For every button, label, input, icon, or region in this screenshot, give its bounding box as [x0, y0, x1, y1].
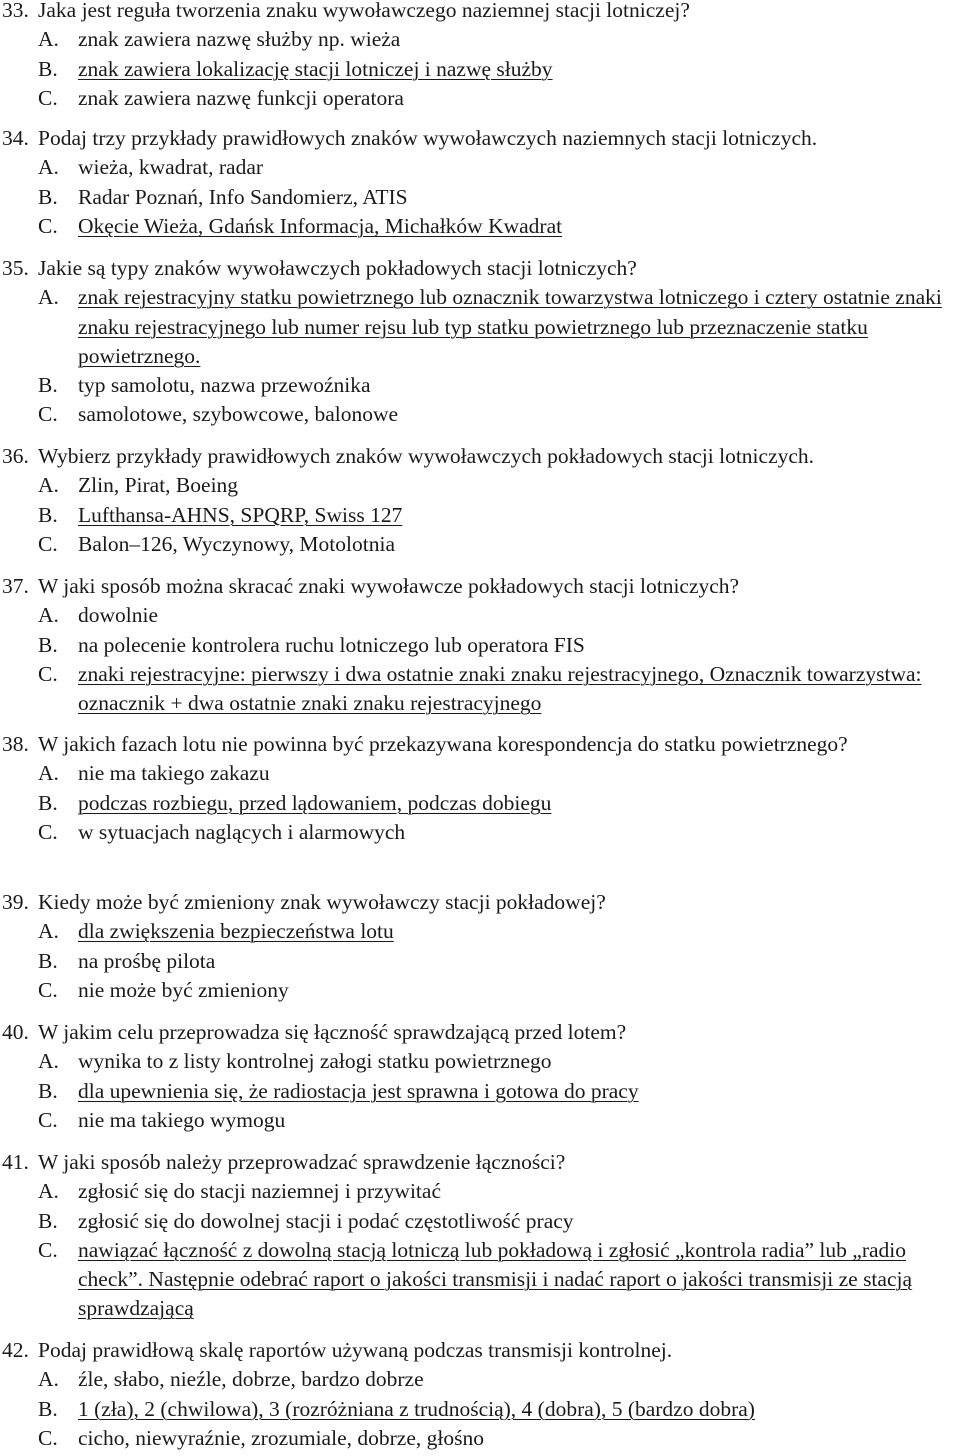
option-letter: A.: [38, 27, 59, 52]
question-number: 36.: [2, 444, 29, 468]
option-letter: B.: [38, 184, 58, 209]
option-letter: C.: [38, 977, 58, 1002]
question-stem: [2, 730, 958, 759]
question-text: Wybierz przykłady prawidłowych znaków wywoławczych pokładowych stacji lotniczych.: [38, 444, 815, 468]
question-number: 38.: [2, 732, 29, 756]
option-letter: C.: [38, 819, 58, 844]
option-letter: B.: [38, 1078, 58, 1103]
answer-option: [2, 1236, 958, 1324]
option-text: na prośbę pilota: [78, 948, 216, 973]
answer-option: [2, 501, 958, 530]
question-text: Podaj prawidłową skalę raportów używaną podczas transmisji kontrolnej.: [38, 1338, 673, 1362]
question-text: Jaka jest reguła tworzenia znaku wywoławczego naziemnej stacji lotniczej?: [38, 0, 690, 22]
answer-option: [2, 371, 958, 400]
option-letter: A.: [38, 1049, 59, 1074]
question-text: Kiedy może być zmieniony znak wywoławczy stacji pokładowej?: [38, 890, 606, 914]
answer-option: [2, 400, 958, 429]
option-letter: A.: [38, 155, 59, 180]
option-letter: C.: [38, 402, 58, 427]
option-letter: B.: [38, 632, 58, 657]
answer-option: [2, 1177, 958, 1206]
question-42: [2, 1336, 958, 1453]
option-text-correct: znaki rejestracyjne: pierwszy i dwa ostatnie znaki znaku rejestracyjnego, Oznacznik towarzystwa: oznacznik + dwa ostatnie znaki znaku rejestracyjnego: [78, 661, 922, 716]
option-text-correct: dla zwiększenia bezpieczeństwa lotu: [78, 919, 394, 944]
option-text: na polecenie kontrolera ruchu lotniczego lub operatora FIS: [78, 632, 585, 657]
option-letter: C.: [38, 1425, 58, 1450]
option-text: znak zawiera nazwę służby np. wieża: [78, 27, 401, 52]
answer-option: [2, 530, 958, 559]
question-35: [2, 254, 958, 430]
question-stem: [2, 0, 958, 25]
option-text-correct: Okęcie Wieża, Gdańsk Informacja, Michałków Kwadrat: [78, 213, 563, 238]
option-text: Zlin, Pirat, Boeing: [78, 473, 239, 498]
answer-option: [2, 759, 958, 788]
option-letter: C.: [38, 213, 58, 238]
option-letter: B.: [38, 56, 58, 81]
option-letter: A.: [38, 473, 59, 498]
question-text: W jakim celu przeprowadza się łączność sprawdzającą przed lotem?: [38, 1020, 627, 1044]
answer-option: [2, 818, 958, 847]
option-text: nie ma takiego zakazu: [78, 761, 270, 786]
question-number: 41.: [2, 1150, 29, 1174]
option-text: wynika to z listy kontrolnej załogi statku powietrznego: [78, 1049, 552, 1074]
option-letter: B.: [38, 1208, 58, 1233]
option-letter: A.: [38, 603, 59, 628]
answer-option: [2, 55, 958, 84]
option-text-correct: znak zawiera lokalizację stacji lotniczej i nazwę służby: [78, 56, 553, 81]
answer-option: [2, 947, 958, 976]
answer-option: [2, 84, 958, 113]
option-text: nie ma takiego wymogu: [78, 1107, 286, 1132]
option-text: samolotowe, szybowcowe, balonowe: [78, 402, 399, 427]
option-letter: B.: [38, 790, 58, 815]
option-letter: A.: [38, 1179, 59, 1204]
question-stem: [2, 572, 958, 601]
answer-option: [2, 976, 958, 1005]
option-letter: A.: [38, 761, 59, 786]
option-text: w sytuacjach naglących i alarmowych: [78, 819, 406, 844]
option-text-correct: znak rejestracyjny statku powietrznego lub oznacznik towarzystwa lotniczego i cztery ostatnie znaki znaku rejestracyjnego lub numer rejsu lub typ statku powietrznego lub przeznaczenie statku powietrznego.: [78, 285, 942, 368]
option-letter: C.: [38, 1237, 58, 1262]
option-text: Radar Poznań, Info Sandomierz, ATIS: [78, 184, 408, 209]
option-letter: A.: [38, 919, 59, 944]
answer-option: [2, 631, 958, 660]
question-38: [2, 730, 958, 847]
question-36: [2, 442, 958, 559]
option-text-correct: Lufthansa-AHNS, SPQRP, Swiss 127: [78, 502, 403, 527]
answer-option: [2, 25, 958, 54]
option-text: znak zawiera nazwę funkcji operatora: [78, 85, 404, 110]
answer-option: [2, 917, 958, 946]
answer-option: [2, 789, 958, 818]
answer-option: [2, 471, 958, 500]
option-text-correct: podczas rozbiegu, przed lądowaniem, podczas dobiegu: [78, 790, 552, 815]
question-37: [2, 572, 958, 718]
option-letter: B.: [38, 502, 58, 527]
question-stem: [2, 442, 958, 471]
question-text: Jakie są typy znaków wywoławczych pokładowych stacji lotniczych?: [38, 256, 637, 280]
answer-option: [2, 1047, 958, 1076]
option-letter: A.: [38, 1367, 59, 1392]
option-text-correct: 1 (zła), 2 (chwilowa), 3 (rozróżniana z trudnością), 4 (dobra), 5 (bardzo dobra): [78, 1396, 755, 1421]
question-stem: [2, 1336, 958, 1365]
question-33: [2, 0, 958, 113]
option-text: zgłosić się do dowolnej stacji i podać częstotliwość pracy: [78, 1208, 574, 1233]
option-text: zgłosić się do stacji naziemnej i przywitać: [78, 1179, 441, 1204]
question-stem: [2, 124, 958, 153]
question-number: 42.: [2, 1338, 29, 1362]
question-stem: [2, 888, 958, 917]
question-39: [2, 888, 958, 1005]
answer-option: [2, 1365, 958, 1394]
option-text: cicho, niewyraźnie, zrozumiale, dobrze, głośno: [78, 1425, 484, 1450]
answer-option: [2, 183, 958, 212]
answer-option: [2, 153, 958, 182]
question-number: 35.: [2, 256, 29, 280]
answer-option: [2, 1207, 958, 1236]
question-number: 33.: [2, 0, 29, 22]
option-letter: C.: [38, 85, 58, 110]
question-text: Podaj trzy przykłady prawidłowych znaków wywoławczych naziemnych stacji lotniczych.: [38, 126, 818, 150]
question-text: W jaki sposób należy przeprowadzać sprawdzenie łączności?: [38, 1150, 566, 1174]
option-text: Balon–126, Wyczynowy, Motolotnia: [78, 531, 395, 556]
option-text: wieża, kwadrat, radar: [78, 155, 264, 180]
question-41: [2, 1148, 958, 1324]
option-letter: B.: [38, 1396, 58, 1421]
option-text-correct: nawiązać łączność z dowolną stacją lotniczą lub pokładową i zgłosić „kontrola radia” lub „radio check”. Następnie odebrać raport o jakości transmisji i nadać raport o jakości transmisji ze stacją sprawdzającą: [78, 1237, 913, 1321]
option-letter: C.: [38, 1107, 58, 1132]
option-text: źle, słabo, nieźle, dobrze, bardzo dobrze: [78, 1367, 424, 1392]
option-letter: B.: [38, 948, 58, 973]
question-number: 34.: [2, 126, 29, 150]
option-text: typ samolotu, nazwa przewoźnika: [78, 373, 371, 398]
option-letter: C.: [38, 661, 58, 686]
option-text: dowolnie: [78, 603, 159, 628]
answer-option: [2, 1424, 958, 1453]
question-number: 40.: [2, 1020, 29, 1044]
question-stem: [2, 1148, 958, 1177]
option-text: nie może być zmieniony: [78, 977, 289, 1002]
question-number: 37.: [2, 574, 29, 598]
answer-option: [2, 660, 958, 719]
question-text: W jaki sposób można skracać znaki wywoławcze pokładowych stacji lotniczych?: [38, 574, 740, 598]
answer-option: [2, 283, 958, 371]
option-letter: A.: [38, 285, 59, 310]
question-stem: [2, 254, 958, 283]
question-stem: [2, 1018, 958, 1047]
answer-option: [2, 1395, 958, 1424]
answer-option: [2, 601, 958, 630]
answer-option: [2, 212, 958, 241]
option-letter: C.: [38, 531, 58, 556]
question-40: [2, 1018, 958, 1135]
answer-option: [2, 1106, 958, 1135]
question-text: W jakich fazach lotu nie powinna być przekazywana korespondencja do statku powietrznego?: [38, 732, 848, 756]
option-text-correct: dla upewnienia się, że radiostacja jest sprawna i gotowa do pracy: [78, 1078, 639, 1103]
question-number: 39.: [2, 890, 29, 914]
option-letter: B.: [38, 373, 58, 398]
answer-option: [2, 1077, 958, 1106]
question-34: [2, 124, 958, 241]
